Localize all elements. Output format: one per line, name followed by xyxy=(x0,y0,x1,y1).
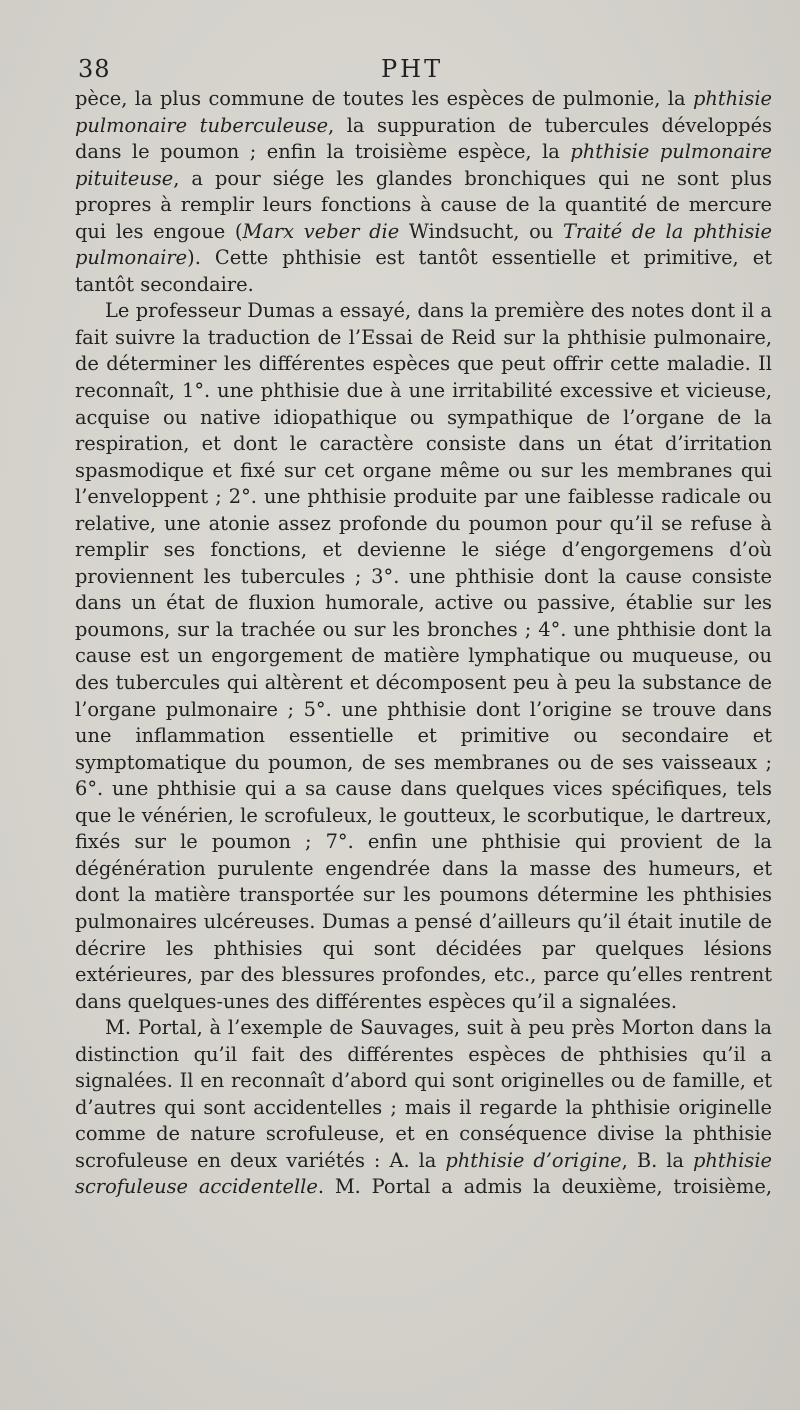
text-segment: , B. la xyxy=(621,1148,693,1172)
italic-term: phthisie pulmonaire pituiteuse xyxy=(75,140,772,190)
text-segment: M. Portal, à l’exemple de Sauvages, suit à peu près Morton dans la distinction qu’il fait des différentes espèces de phthisies qu’il a signalées. Il en reconnaît d’abord qui sont originelles ou de famille, et d’autres qui sont accidentelles ; mais il regarde la phthisie originelle comme de nature scrofuleuse, et en conséquence divise la phthisie scrofuleuse en deux variétés : A. la xyxy=(75,1016,772,1172)
italic-term: phthisie d’origine xyxy=(445,1148,622,1172)
italic-term: phthisie scrofuleuse accidentelle xyxy=(75,1148,772,1199)
running-head xyxy=(75,52,772,86)
paragraph-3 xyxy=(75,1015,772,1201)
text-segment: , la suppuration de tubercules développés dans le poumon ; enfin la troisième espèce, la xyxy=(75,113,772,164)
text-segment: ). Cette phthisie est tantôt essentielle et primitive, et tantôt secondaire. xyxy=(75,246,772,296)
text-segment: Windsucht, ou xyxy=(399,219,563,243)
paragraph-2 xyxy=(75,298,772,1015)
text-segment: , a pour siége les glandes bronchiques qui ne sont plus propres à remplir leurs fonctions à cause de la quantité de mercure qui les engoue ( xyxy=(75,166,772,243)
paragraph-1 xyxy=(75,86,772,298)
text-segment: Le professeur Dumas a essayé, dans la première des notes dont il a fait suivre la traduction de l’Essai de Reid sur la phthisie pulmonaire, de déterminer les différentes espèces que peut offrir cette maladie. Il reconnaît, 1°. une phthisie due à une irritabilité excessive et vicieuse, acquise ou native idiopathique ou sympathique de l’organe de la respiration, et dont le caractère consiste dans un état d’irritation spasmodique et fixé sur cet organe même ou sur les membranes qui l’enveloppent ; 2°. une phthisie produite par une faiblesse radicale ou relative, une atonie assez profonde du poumon pour qu’il se refuse à remplir ses fonctions, et devienne le siége d’engorgemens d’où proviennent les tubercules ; 3°. une phthisie dont la cause consiste dans un état de fluxion humorale, active ou passive, établie sur les poumons, sur la trachée ou sur les bronches ; 4°. une phthisie dont la cause est un engorgement de matière lymphatique ou muqueuse, ou des tubercules qui altèrent et décomposent peu à peu la substance de l’organe pulmonaire ; 5°. une phthisie dont l’origine se trouve dans une inflammation essentielle et primitive ou secondaire et symptomatique du poumon, de ses membranes ou de ses vaisseaux ; 6°. une phthisie qui a sa cause dans quelques vices spécifiques, tels que le vénérien, le scrofuleux, le goutteux, le scorbutique, le dartreux, fixés sur le poumon ; 7°. enfin une phthisie qui provient de la dégénération purulente engendrée dans la masse des humeurs, et dont la matière transportée sur les poumons détermine les phthisies pulmonaires ulcéreuses. Dumas a pensé d’ailleurs qu’il était inutile de décrire les phthisies qui sont décidées par quelques lésions extérieures, par des blessures profondes, etc., parce qu’elles rentrent dans quelques-unes des différentes espèces qu’il a signalées. xyxy=(75,299,772,1013)
body-text xyxy=(75,86,772,1201)
text-segment: . M. Portal a admis la deuxième, troisième, xyxy=(317,1175,772,1199)
page-number: 38 xyxy=(78,55,111,83)
italic-citation: Marx veber die xyxy=(242,219,400,243)
italic-term: phthisie pulmonaire tuberculeuse xyxy=(75,87,772,137)
text-segment: pèce, la plus commune de toutes les espèces de pulmonie, la xyxy=(75,87,693,110)
italic-citation: Traité de la phthisie pulmonaire xyxy=(75,219,772,270)
running-title: PHT xyxy=(381,55,444,83)
